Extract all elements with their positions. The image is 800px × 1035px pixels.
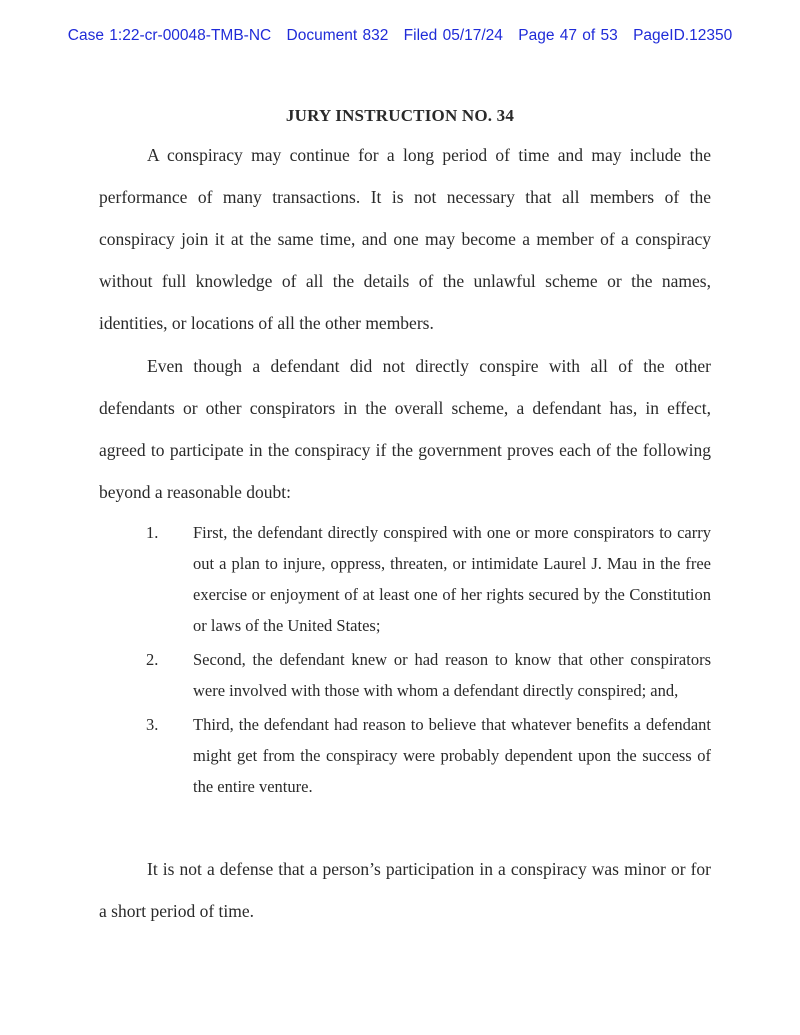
paragraph-1: A conspiracy may continue for a long period of time and may include the performance of many transactions. It is not necessary that all members of the conspiracy join it at the same time, and one may become a member of a conspiracy without full knowledge of all the details of the unlawful scheme or the names, identities, or locations of all the other members. — [99, 145, 711, 333]
document-number: Document 832 — [286, 27, 389, 44]
case-header — [0, 27, 800, 45]
page-id: PageID.12350 — [633, 27, 733, 44]
paragraph-3: It is not a defense that a person’s participation in a conspiracy was minor or for a short period of time. — [99, 859, 711, 921]
list-item — [146, 517, 711, 641]
page-number: Page 47 of 53 — [518, 27, 618, 44]
list-item — [146, 709, 711, 802]
list-item-text: Second, the defendant knew or had reason to know that other conspirators were involved with those with whom a defendant directly conspired; and, — [193, 650, 711, 700]
list-item-text: First, the defendant directly conspired with one or more conspirators to carry out a plan to injure, oppress, threaten, or intimidate Laurel J. Mau in the free exercise or enjoyment of at least one of her rights secured by the Constitution or laws of the United States; — [193, 523, 711, 635]
elements-list — [146, 517, 711, 805]
list-item-number: 1. — [146, 523, 159, 542]
page-title: JURY INSTRUCTION NO. 34 — [285, 106, 515, 125]
list-item — [146, 644, 711, 706]
case-number: Case 1:22-cr-00048-TMB-NC — [67, 27, 272, 44]
list-item-number: 2. — [146, 650, 159, 669]
list-item-text: Third, the defendant had reason to believe that whatever benefits a defendant might get from the conspiracy were probably dependent upon the success of the entire venture. — [193, 715, 711, 796]
list-item-number: 3. — [146, 715, 159, 734]
paragraph-2: Even though a defendant did not directly conspire with all of the other defendants or other conspirators in the overall scheme, a defendant has, in effect, agreed to participate in the conspiracy if the government proves each of the following beyond a reasonable doubt: — [99, 356, 711, 502]
filed-date: Filed 05/17/24 — [403, 27, 503, 44]
